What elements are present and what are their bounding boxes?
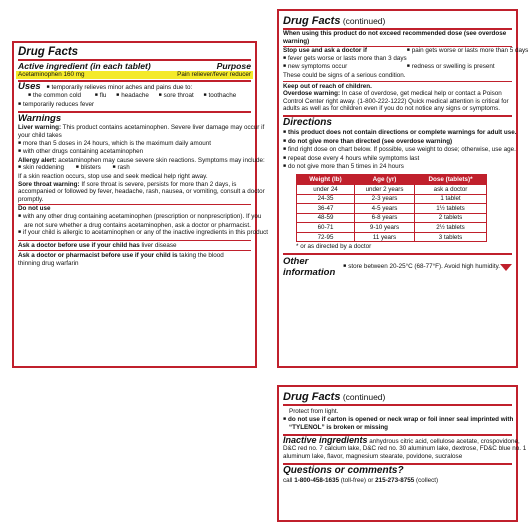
overdose-warning bbox=[283, 90, 512, 98]
panel-title-text: Drug Facts bbox=[283, 15, 341, 27]
collect-phone-link[interactable]: 215-273-8755 bbox=[375, 476, 415, 484]
call-prefix: call bbox=[283, 476, 295, 484]
table-row bbox=[297, 213, 487, 223]
table-cell: 1½ tablets bbox=[415, 204, 487, 214]
table-cell: 11 years bbox=[355, 232, 415, 242]
drug-facts-panel-bottom bbox=[277, 385, 527, 522]
liver-bullet-text: more than 5 doses in 24 hours, which is the maximum daily amount bbox=[23, 139, 211, 147]
when-using-text: warning) bbox=[283, 37, 310, 45]
uses-line bbox=[18, 101, 251, 110]
active-ingredient-name: Acetaminophen 160 mg bbox=[18, 71, 85, 78]
table-cell: 2 tablets bbox=[415, 213, 487, 223]
ask-doctor bbox=[18, 241, 251, 250]
table-cell: 48-59 bbox=[297, 213, 355, 223]
stop-item bbox=[283, 55, 407, 64]
liver-text: your child takes bbox=[18, 131, 62, 139]
stop-item-text: redness or swelling is present bbox=[411, 63, 495, 71]
inactive-text: anhydrous citric acid, cellulose acetate, crospovidone, bbox=[367, 437, 520, 445]
other-information bbox=[283, 256, 512, 278]
direction-text: do not give more than 5 times in 24 hours bbox=[288, 163, 404, 171]
liver-bullet-text: with other drugs containing acetaminophen bbox=[23, 148, 144, 156]
stop-item-text: fever gets worse or lasts more than 3 days bbox=[288, 54, 407, 62]
uses-line: temporarily relieves minor aches and pains due to: bbox=[51, 83, 193, 91]
when-using-text: When using this product do not exceed recommended dose (see overdose bbox=[283, 30, 507, 37]
table-row bbox=[297, 184, 487, 194]
questions-heading: Questions or comments? bbox=[283, 464, 404, 476]
active-ingredient-purpose: Pain reliever/fever reducer bbox=[177, 71, 251, 78]
active-ingredient-heading: Active ingredient (in each tablet) bbox=[18, 61, 151, 71]
direction-text: this product does not contain directions or complete warnings for adult use. bbox=[288, 128, 517, 136]
uses-line-text: temporarily reduces fever bbox=[23, 100, 95, 108]
panel-title-text: Drug Facts bbox=[283, 391, 341, 403]
overdose-text: adults as well as for children even if you do not notice any signs or symptoms. bbox=[283, 105, 500, 113]
call-mid: (toll-free) or bbox=[339, 476, 376, 484]
table-cell: ask a doctor bbox=[415, 184, 487, 194]
allergy-items bbox=[18, 164, 251, 173]
table-cell: 2½ tablets bbox=[415, 223, 487, 233]
contact-line bbox=[283, 477, 512, 485]
ask-doctor-label: Ask a doctor before use if your child has bbox=[18, 241, 140, 249]
liver-bullet bbox=[18, 148, 251, 157]
inactive-text: aluminum lake, flavor, magnesium stearate, povidone, sucralose bbox=[283, 452, 463, 460]
panel-title bbox=[283, 389, 512, 404]
do-not-use-heading: Do not use bbox=[18, 205, 51, 213]
drug-facts-panel-left bbox=[12, 41, 269, 368]
inactive-text: D&C red no. 7 calcium lake, D&C red no. 30 aluminum lake, dextrose, FD&C blue no. 1 bbox=[283, 445, 527, 453]
direction-item bbox=[283, 138, 512, 147]
directions-heading: Directions bbox=[283, 116, 332, 128]
dosage-table-header bbox=[297, 174, 487, 184]
stop-item-text: pain gets worse or lasts more than 5 days bbox=[411, 47, 529, 55]
direction-item bbox=[283, 163, 512, 172]
allergy-text: If a skin reaction occurs, stop use and seek medical help right away. bbox=[18, 172, 208, 180]
table-row bbox=[297, 194, 487, 204]
stop-use-heading: Stop use and ask a doctor if bbox=[283, 47, 367, 55]
ask-pharmacist-label: Ask a doctor or pharmacist before use if your child is bbox=[18, 251, 178, 259]
direction-text: repeat dose every 4 hours while symptoms last bbox=[288, 154, 420, 162]
do-not-use-text: with any other drug containing acetaminophen (prescription or nonprescription). If you bbox=[23, 212, 262, 220]
ask-pharmacist bbox=[18, 251, 251, 260]
table-row bbox=[297, 223, 487, 233]
table-header-age: Age (yr) bbox=[355, 174, 415, 184]
sore-text: If sore throat is severe, persists for more than 2 days, is bbox=[79, 180, 237, 188]
ask-doctor-text: liver disease bbox=[139, 241, 177, 249]
liver-bullet bbox=[18, 140, 251, 149]
table-cell: 60-71 bbox=[297, 223, 355, 233]
do-not-use-text: are not sure whether a drug contains acetaminophen, ask a doctor or pharmacist. bbox=[24, 221, 251, 229]
allergy-item: skin reddening bbox=[23, 164, 64, 172]
direction-item bbox=[283, 128, 517, 138]
liver-warning bbox=[18, 124, 265, 132]
warnings-heading: Warnings bbox=[18, 113, 62, 125]
ask-pharmacist-text: taking the blood bbox=[177, 251, 224, 259]
carton-text: do not use if carton is opened or neck wrap or foil inner seal imprinted with bbox=[288, 415, 514, 423]
ask-pharmacist-text: thinning drug warfarin bbox=[18, 259, 79, 267]
sore-text: accompanied or followed by fever, headache, rash, nausea, or vomiting, consult a doctor bbox=[18, 188, 265, 196]
allergy-label: Allergy alert: bbox=[18, 156, 57, 164]
table-note: * or as directed by a doctor bbox=[296, 243, 372, 251]
allergy-text: acetaminophen may cause severe skin reactions. Symptoms may include: bbox=[56, 156, 265, 164]
table-header-dose: Dose (tablets)* bbox=[415, 174, 487, 184]
table-cell: 4-5 years bbox=[355, 204, 415, 214]
overdose-text: In case of overdose, get medical help or contact a Poison bbox=[340, 90, 502, 98]
panel-title: Drug Facts bbox=[18, 46, 79, 58]
table-cell: 36-47 bbox=[297, 204, 355, 214]
direction-text: find right dose on chart below. If possible, use weight to dose; otherwise, use age. bbox=[288, 146, 516, 154]
table-cell: under 2 years bbox=[355, 184, 415, 194]
stop-item bbox=[407, 47, 529, 56]
table-header-weight: Weight (lb) bbox=[297, 174, 355, 184]
table-cell: 6-8 years bbox=[355, 213, 415, 223]
call-suffix: (collect) bbox=[414, 476, 439, 484]
carton-text: “TYLENOL” is broken or missing bbox=[289, 424, 389, 432]
sore-text: promptly. bbox=[18, 195, 44, 203]
table-cell: 24-35 bbox=[297, 194, 355, 204]
other-info-heading: Other information bbox=[283, 256, 336, 279]
other-info-text: store between 20-25°C (68-77°F). Avoid high humidity. bbox=[348, 262, 500, 270]
table-row bbox=[297, 232, 487, 242]
sore-label: Sore throat warning: bbox=[18, 180, 80, 188]
stop-item bbox=[283, 63, 407, 72]
toll-free-phone-link[interactable]: 1-800-458-1635 bbox=[294, 476, 340, 484]
table-cell: 1 tablet bbox=[415, 194, 487, 204]
uses-items bbox=[18, 92, 251, 101]
stop-item-text: new symptoms occur bbox=[288, 63, 348, 71]
direction-text: do not give more than directed (see overdose warning) bbox=[288, 137, 453, 145]
stop-use-note: These could be signs of a serious condition. bbox=[283, 71, 406, 79]
allergy-alert bbox=[18, 156, 265, 165]
uses-item: headache bbox=[121, 92, 149, 100]
uses-section bbox=[18, 80, 251, 93]
allergy-item: rash bbox=[117, 164, 130, 172]
do-not-use-bullet bbox=[18, 212, 262, 222]
carton-warning bbox=[283, 416, 512, 425]
sore-throat-warning bbox=[18, 181, 251, 189]
dosage-table bbox=[296, 174, 487, 243]
do-not-use-text: if your child is allergic to acetaminophen or any of the inactive ingredients in this product bbox=[23, 229, 269, 237]
liver-label: Liver warning: bbox=[18, 124, 62, 132]
table-cell: 9-10 years bbox=[355, 223, 415, 233]
purpose-heading: Purpose bbox=[216, 61, 251, 71]
table-cell: 2-3 years bbox=[355, 194, 415, 204]
table-cell: under 24 bbox=[297, 184, 355, 194]
panel-title-suffix: (continued) bbox=[340, 16, 386, 26]
uses-heading: Uses bbox=[18, 80, 41, 92]
active-ingredient-row bbox=[16, 71, 253, 79]
overdose-label: Overdose warning: bbox=[283, 90, 341, 98]
continued-arrow-icon bbox=[500, 264, 512, 271]
liver-text: This product contains acetaminophen. Severe liver damage may occur if bbox=[61, 124, 265, 132]
table-cell: 72-95 bbox=[297, 232, 355, 242]
table-row bbox=[297, 204, 487, 214]
stop-use-section bbox=[283, 47, 529, 72]
uses-item: sore throat bbox=[163, 92, 194, 100]
do-not-use-bullet bbox=[18, 229, 269, 238]
uses-item: toothache bbox=[208, 92, 237, 100]
keep-out-reach: Keep out of reach of children. bbox=[283, 82, 372, 90]
allergy-item: blisters bbox=[80, 164, 101, 172]
other-info-item bbox=[343, 263, 500, 272]
overdose-text: Control Center right away. (1-800-222-1222) Quick medical attention is critical for bbox=[283, 97, 509, 105]
panel-title-suffix: (continued) bbox=[340, 392, 386, 402]
table-cell: 3 tablets bbox=[415, 232, 487, 242]
uses-item: flu bbox=[99, 92, 107, 100]
direction-item bbox=[283, 155, 512, 164]
inactive-heading: Inactive ingredients bbox=[283, 434, 368, 445]
inactive-ingredients bbox=[283, 434, 520, 446]
direction-item bbox=[283, 146, 516, 155]
drug-facts-panel-right bbox=[277, 9, 529, 368]
stop-item bbox=[407, 63, 529, 72]
uses-item: the common cold bbox=[33, 92, 81, 100]
protect-text: Protect from light. bbox=[289, 408, 339, 415]
panel-title bbox=[283, 13, 512, 28]
